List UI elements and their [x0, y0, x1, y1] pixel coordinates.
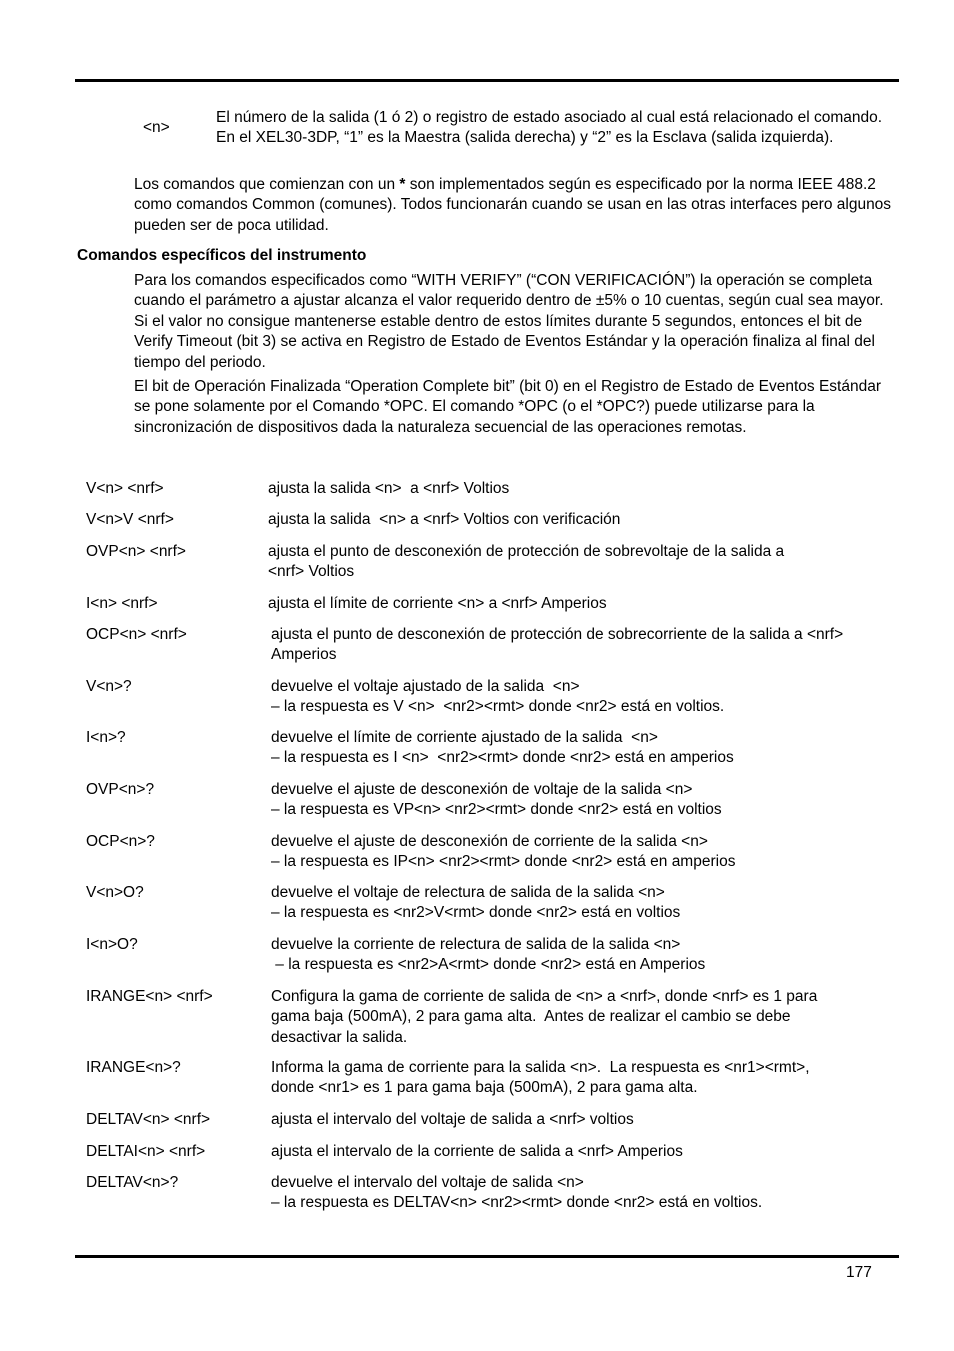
- description-line: desactivar la salida.: [271, 1028, 408, 1046]
- command-syntax: I<n> <nrf>: [86, 595, 158, 612]
- command-description: [271, 677, 911, 718]
- intro-text-start: Los comandos que comienzan con un: [134, 176, 400, 193]
- description-line: ajusta el intervalo de la corriente de salida a <nrf> Amperios: [271, 1143, 683, 1160]
- bottom-rule: [75, 1255, 899, 1258]
- command-syntax: V<n> <nrf>: [86, 480, 164, 497]
- description-line: Informa la gama de corriente para la salida <n>. La respuesta es <nr1><rmt>,: [271, 1059, 810, 1076]
- description-line: devuelve el ajuste de desconexión de corriente de la salida <n>: [271, 833, 708, 850]
- description-line: – la respuesta es VP<n> <nr2><rmt> donde <nr2> está en voltios: [271, 801, 722, 819]
- command-description: [271, 780, 911, 821]
- command-syntax: V<n>O?: [86, 884, 144, 901]
- description-line: devuelve el límite de corriente ajustado de la salida <n>: [271, 729, 658, 746]
- command-syntax: OCP<n> <nrf>: [86, 626, 187, 643]
- section-heading: Comandos específicos del instrumento: [77, 247, 367, 264]
- command-description: [271, 883, 911, 924]
- description-line: ajusta el límite de corriente <n> a <nrf> Amperios: [268, 595, 607, 612]
- command-description: [271, 935, 911, 976]
- command-syntax: V<n>V <nrf>: [86, 511, 174, 528]
- command-description: [271, 625, 931, 666]
- command-syntax: OVP<n> <nrf>: [86, 543, 186, 560]
- command-syntax: IRANGE<n>?: [86, 1059, 181, 1076]
- command-description: [271, 1058, 911, 1099]
- command-syntax: OCP<n>?: [86, 833, 155, 850]
- command-description: [271, 1142, 911, 1162]
- verify-paragraph: Para los comandos especificados como “WITH VERIFY” (“CON VERIFICACIÓN”) la operación se completa cuando el parámetro a ajustar alcanza el valor requerido dentro de ±5% o 10 cuentas, según cual sea mayor. Si el valor no consigue mantenerse estable dentro de estos límites durante 5 segundos, entonces el bit de Verify Timeout (bit 3) se activa en Registro de Estado de Eventos Estándar y la operación finaliza al final del tiempo del periodo.: [134, 272, 884, 371]
- description-line: – la respuesta es IP<n> <nr2><rmt> donde <nr2> está en amperios: [271, 853, 736, 871]
- command-description: [271, 1173, 911, 1214]
- description-line: ajusta el intervalo del voltaje de salida a <nrf> voltios: [271, 1111, 634, 1128]
- description-line: devuelve el ajuste de desconexión de voltaje de la salida <n>: [271, 781, 693, 798]
- description-line: ajusta la salida <n> a <nrf> Voltios con verificación: [268, 511, 621, 528]
- description-line: Amperios: [271, 646, 337, 664]
- description-line: donde <nr1> es 1 para gama baja (500mA), 2 para gama alta.: [271, 1079, 698, 1097]
- page-number: 177: [846, 1264, 872, 1281]
- command-description: [268, 594, 888, 614]
- opc-paragraph: El bit de Operación Finalizada “Operation Complete bit” (bit 0) en el Registro de Estado de Eventos Estándar se pone solamente por el Comando *OPC. El comando *OPC (o el *OPC?) puede utilizarse para la sincronización de dispositivos dada la naturaleza secuencial de las operaciones remotas.: [134, 378, 881, 436]
- description-line: gama baja (500mA), 2 para gama alta. Antes de realizar el cambio se debe: [271, 1008, 791, 1026]
- intro-text-end: son implementados según es especificado por la norma IEEE 488.2 como comandos Common (comunes). Todos funcionarán cuando se usan en las otras interfaces pero algunos pueden ser de poca utilidad.: [134, 176, 892, 234]
- description-line: devuelve el intervalo del voltaje de salida <n>: [271, 1174, 584, 1191]
- description-line: Configura la gama de corriente de salida de <n> a <nrf>, donde <nrf> es 1 para: [271, 988, 818, 1005]
- command-description: [268, 479, 888, 499]
- top-rule: [75, 79, 899, 82]
- command-syntax: V<n>?: [86, 678, 132, 695]
- command-syntax: DELTAV<n>?: [86, 1174, 179, 1191]
- description-line: devuelve la corriente de relectura de salida de la salida <n>: [271, 936, 681, 953]
- description-line: devuelve el voltaje ajustado de la salida <n>: [271, 678, 580, 695]
- command-description: [268, 510, 888, 530]
- description-line: <nrf> Voltios: [268, 563, 355, 581]
- description-line: ajusta el punto de desconexión de protección de sobrevoltaje de la salida a: [268, 543, 785, 560]
- intro-paragraph: [134, 175, 894, 236]
- command-syntax: DELTAI<n> <nrf>: [86, 1143, 206, 1160]
- description-line: – la respuesta es V <n> <nr2><rmt> donde <nr2> está en voltios.: [271, 698, 725, 716]
- command-syntax: IRANGE<n> <nrf>: [86, 988, 213, 1005]
- description-line: – la respuesta es <nr2>V<rmt> donde <nr2> está en voltios: [271, 904, 681, 922]
- description-line: – la respuesta es I <n> <nr2><rmt> donde <nr2> está en amperios: [271, 749, 734, 767]
- command-description: [271, 1110, 911, 1130]
- command-description: [271, 987, 911, 1048]
- description-line: ajusta la salida <n> a <nrf> Voltios: [268, 480, 510, 497]
- command-description: [268, 542, 888, 583]
- star-symbol: *: [399, 176, 406, 193]
- command-description: [271, 728, 911, 769]
- param-term: <n>: [143, 119, 170, 136]
- param-description: El número de la salida (1 ó 2) o registro de estado asociado al cual está relacionado el comando. En el XEL30-3DP, “1” es la Maestra (salida derecha) y “2” es la Esclava (salida izquierda).: [216, 109, 883, 147]
- command-syntax: I<n>O?: [86, 936, 138, 953]
- command-description: [271, 832, 911, 873]
- description-line: – la respuesta es <nr2>A<rmt> donde <nr2> está en Amperios: [271, 956, 706, 974]
- command-syntax: DELTAV<n> <nrf>: [86, 1111, 211, 1128]
- description-line: – la respuesta es DELTAV<n> <nr2><rmt> donde <nr2> está en voltios.: [271, 1194, 763, 1212]
- command-syntax: OVP<n>?: [86, 781, 155, 798]
- description-line: ajusta el punto de desconexión de protección de sobrecorriente de la salida a <nrf>: [271, 626, 844, 643]
- description-line: devuelve el voltaje de relectura de salida de la salida <n>: [271, 884, 665, 901]
- command-syntax: I<n>?: [86, 729, 126, 746]
